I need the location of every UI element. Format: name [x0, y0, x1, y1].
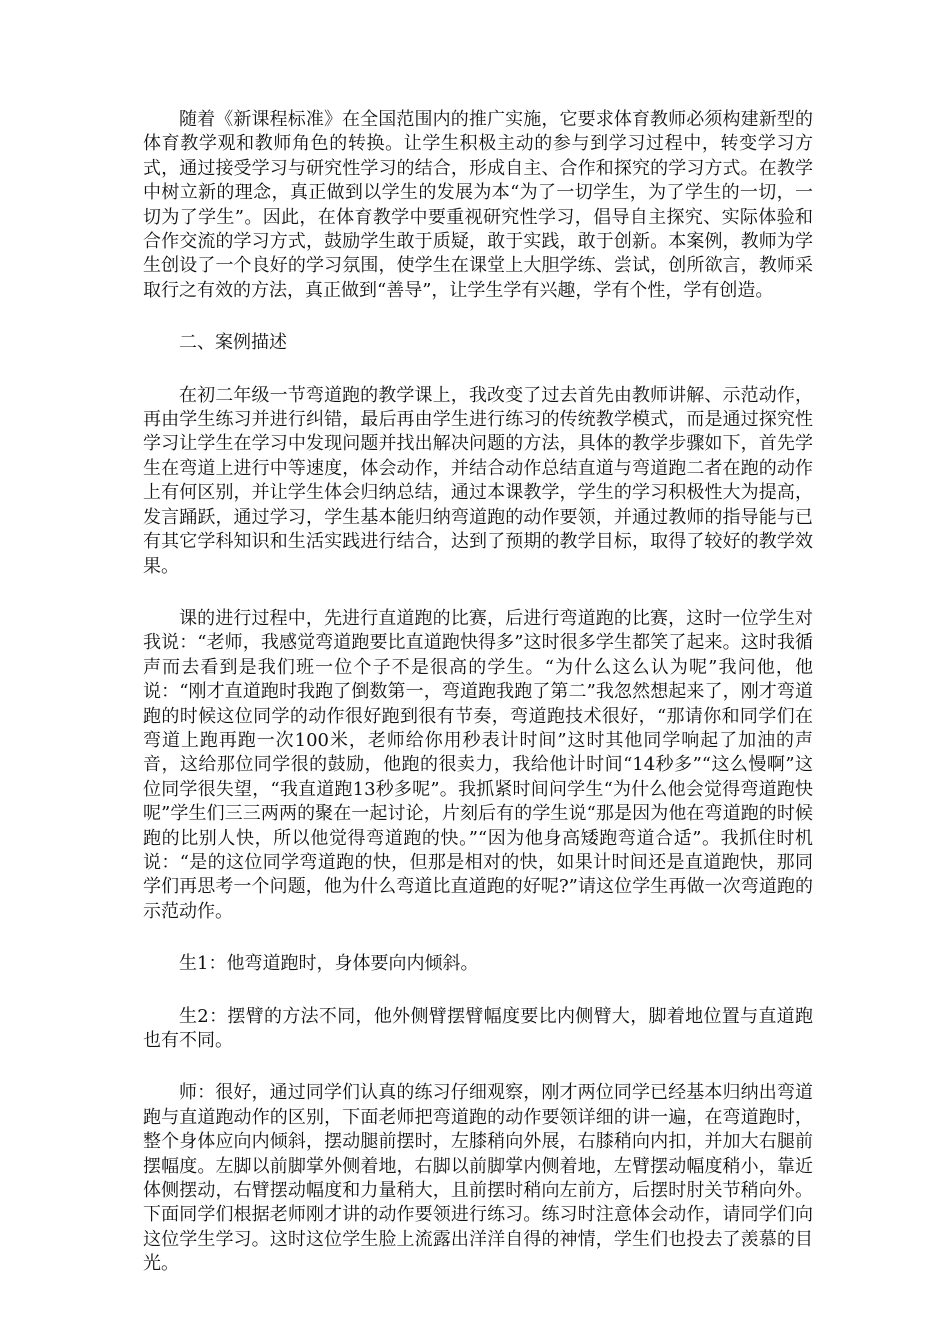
section-heading-case-description: 二、案例描述 [179, 332, 287, 354]
paragraph-student-2: 生2：摆臂的方法不同，他外侧臂摆臂幅度要比内侧臂大，脚着地位置与直道跑也有不同。 [143, 1005, 813, 1051]
paragraph-student-1: 生1：他弯道跑时，身体要向内倾斜。 [179, 953, 479, 975]
paragraph-teacher: 师：很好，通过同学们认真的练习仔细观察，刚才两位同学已经基本归纳出弯道跑与直道跑动作的区别，下面老师把弯道跑的动作要领详细的讲一遍，在弯道跑时，整个身体应向内倾斜，摆动腿前摆时，左膝稍向外展，右膝稍向内扣，并加大右腿前摆幅度。左脚以前脚掌外侧着地，右脚以前脚掌内侧着地，左臂摆动幅度稍小，靠近体侧摆动，右臂摆动幅度和力量稍大，且前摆时稍向左前方，后摆时肘关节稍向外。下面同学们根据老师刚才讲的动作要领进行练习。练习时注意体会动作，请同学们向这位学生学习。这时这位学生脸上流露出洋洋自得的神情，学生们也投去了羡慕的目光。 [143, 1082, 813, 1275]
document-page [143, 108, 813, 1305]
paragraph-class-process: 课的进行过程中，先进行直道跑的比赛，后进行弯道跑的比赛，这时一位学生对我说：“老师，我感觉弯道跑要比直道跑快得多”这时很多学生都笑了起来。这时我循声而去看到是我们班一位个子不是很高的学生。“为什么这么认为呢”我问他，他说：“刚才直道跑时我跑了倒数第一，弯道跑我跑了第二”我忽然想起来了，刚才弯道跑的时候这位同学的动作很好跑到很有节奏，弯道跑技术很好，“那请你和同学们在弯道上跑再跑一次100米，老师给你用秒表计时间”这时其他同学响起了加油的声音，这给那位同学很的鼓励，他跑的很卖力，我给他计时间“14秒多”“这么慢啊”这位同学很失望，“我直道跑13秒多呢”。我抓紧时间问学生“为什么他会觉得弯道跑快呢”学生们三三两两的聚在一起讨论，片刻后有的学生说“那是因为他在弯道跑的时候跑的比别人快，所以他觉得弯道跑的快。”“因为他身高矮跑弯道合适”。我抓住时机说：“是的这位同学弯道跑的快，但那是相对的快，如果计时间还是直道跑快，那同学们再思考一个问题，他为什么弯道比直道跑的好呢?”请这位学生再做一次弯道跑的示范动作。 [143, 607, 813, 922]
paragraph-intro: 随着《新课程标准》在全国范围内的推广实施，它要求体育教师必须构建新型的体育教学观和教师角色的转换。让学生积极主动的参与到学习过程中，转变学习方式，通过接受学习与研究性学习的结合，形成自主、合作和探究的学习方式。在教学中树立新的理念，真正做到以学生的发展为本“为了一切学生，为了学生的一切，一切为了学生”。因此，在体育教学中要重视研究性学习，倡导自主探究、实际体验和合作交流的学习方式，鼓励学生敢于质疑，敢于实践，敢于创新。本案例，教师为学生创设了一个良好的学习氛围，使学生在课堂上大胆学练、尝试，创所欲言，教师采取行之有效的方法，真正做到“善导”，让学生学有兴趣，学有个性，学有创造。 [143, 109, 813, 301]
paragraph-case-overview: 在初二年级一节弯道跑的教学课上，我改变了过去首先由教师讲解、示范动作，再由学生练习并进行纠错，最后再由学生进行练习的传统教学模式，而是通过探究性学习让学生在学习中发现问题并找出解决问题的方法，具体的教学步骤如下，首先学生在弯道上进行中等速度，体会动作，并结合动作总结直道与弯道跑二者在跑的动作上有何区别，并让学生体会归纳总结，通过本课教学，学生的学习积极性大为提高，发言踊跃，通过学习，学生基本能归纳弯道跑的动作要领，并通过教师的指导能与已有其它学科知识和生活实践进行结合，达到了预期的教学目标，取得了较好的教学效果。 [143, 384, 813, 577]
